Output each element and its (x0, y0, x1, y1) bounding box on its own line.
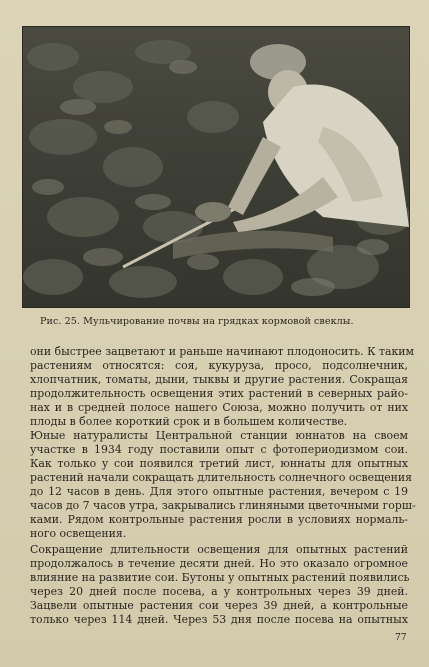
body-line: они быстрее зацветают и раньше начинают плодоносить. К таким (30, 345, 415, 358)
body-line: Зацвели опытные растения сои через 39 дней, а контрольные (30, 599, 408, 612)
body-line: Юные натуралисты Центральной станции юннатов на своем (30, 429, 408, 442)
body-line: только через 114 дней. Через 53 дня после посева на опытных (30, 613, 408, 626)
body-line: плоды в более короткий срок и в большем количестве. (30, 415, 348, 428)
body-line: растений начали сокращать длительность солнечного освещения (30, 471, 413, 484)
body-line: продолжалось в течение десяти дней. Но это оказало огромное (30, 557, 408, 570)
body-line: до 12 часов в день. Для этого опытные растения, вечером с 19 (30, 485, 408, 498)
body-line: продолжительность освещения этих растений в северных райо- (30, 387, 408, 400)
body-line: растениям относятся: соя, кукуруза, просо, подсолнечник, (30, 359, 408, 372)
body-line: Как только у сои появился третий лист, юннаты для опытных (30, 457, 408, 470)
figure-caption: Рис. 25. Мульчирование почвы на грядках кормовой свеклы. (40, 316, 354, 327)
body-line: ного освещения. (30, 527, 127, 540)
body-line: хлопчатник, томаты, дыни, тыквы и другие растения. Сокращая (30, 373, 408, 386)
body-line: через 20 дней после посева, а у контрольных через 39 дней. (30, 585, 408, 598)
body-line: ками. Рядом контрольные растения росли в условиях нормаль- (30, 513, 408, 526)
body-line: Сокращение длительности освещения для опытных растений (30, 543, 408, 556)
figure-photo (22, 26, 410, 308)
body-line: нах и в средней полосе нашего Союза, можно получить от них (30, 401, 408, 414)
body-line: влияние на развитие сои. Бутоны у опытных растений появились (30, 571, 410, 584)
page-number: 77 (395, 633, 407, 643)
photo-illustration (23, 27, 409, 307)
body-line: часов до 7 часов утра, закрывались глиняными цветочными горш- (30, 499, 416, 512)
body-line: участке в 1934 году поставили опыт с фотопериодизмом сои. (30, 443, 408, 456)
